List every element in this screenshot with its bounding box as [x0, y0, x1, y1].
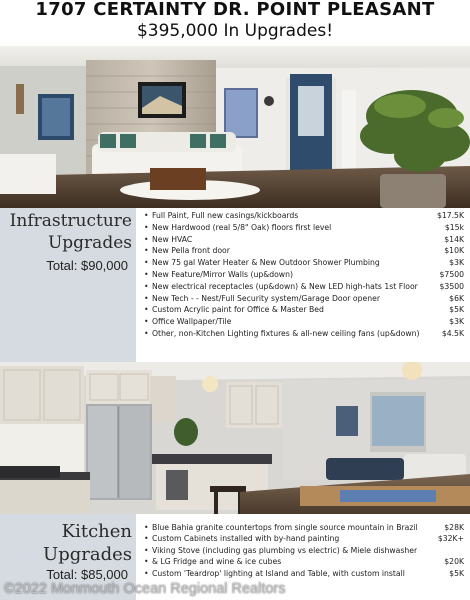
bullet-icon: •	[144, 222, 149, 232]
upgrade-item-amount: $14K	[444, 234, 464, 244]
infrastructure-item-list	[136, 208, 470, 362]
upgrade-item	[144, 269, 464, 281]
upgrade-item-amount: $7500	[439, 269, 464, 279]
upgrade-item-amount: $20K	[444, 557, 464, 567]
upgrade-item	[144, 545, 464, 556]
upgrade-item	[144, 234, 464, 246]
upgrade-item-amount: $4.5K	[441, 328, 464, 338]
upgrade-item-text: New Hardwood (real 5/8" Oak) floors first level	[152, 222, 332, 232]
bullet-icon: •	[144, 293, 149, 303]
bullet-icon: •	[144, 317, 149, 327]
upgrade-item	[144, 210, 464, 222]
kitchen-title-line1: Kitchen	[61, 521, 132, 542]
upgrade-item	[144, 293, 464, 305]
bullet-icon: •	[144, 246, 149, 256]
bullet-icon: •	[144, 269, 149, 279]
upgrade-item-amount: $5K	[449, 305, 464, 315]
kitchen-total: Total: $85,000	[46, 567, 128, 582]
upgrade-item	[144, 222, 464, 234]
upgrade-item	[144, 328, 464, 340]
upgrade-item	[144, 568, 464, 579]
upgrade-item-text: Blue Bahia granite countertops from single source mountain in Brazil	[152, 523, 418, 532]
upgrade-item-text: Custom Cabinets installed with by-hand painting	[152, 534, 340, 544]
bullet-icon: •	[144, 258, 149, 268]
upgrade-item-text: New HVAC	[152, 234, 193, 244]
upgrade-item-amount: $15k	[444, 222, 464, 232]
upgrade-item-text: Other, non-Kitchen Lighting fixtures & all-new ceiling fans (up&down)	[152, 328, 420, 338]
upgrade-item-amount: $3500	[439, 281, 464, 291]
infrastructure-total: Total: $90,000	[46, 258, 128, 273]
upgrade-item	[144, 257, 464, 269]
bullet-icon: •	[144, 234, 149, 244]
kitchen-title-line2: Upgrades	[43, 544, 132, 565]
upgrade-item-text: New electrical receptacles (up&down) & New LED high-hats 1st Floor	[152, 281, 418, 291]
upgrade-item-text: & LG Fridge and wine & ice cubes	[152, 557, 282, 567]
bullet-icon: •	[144, 281, 149, 291]
upgrade-item-text: Office Wallpaper/Tile	[152, 317, 232, 327]
upgrade-item	[144, 281, 464, 293]
flyer-header	[0, 0, 470, 46]
upgrade-item-text: New Feature/Mirror Walls (up&down)	[152, 269, 293, 279]
upgrade-item	[144, 533, 464, 544]
upgrade-item-amount: $10K	[444, 246, 464, 256]
upgrade-item-amount: $5K	[449, 568, 464, 578]
property-address: 1707 CERTAINTY DR. POINT PLEASANT	[35, 0, 435, 20]
kitchen-items	[136, 514, 470, 579]
upgrade-item-text: Custom 'Teardrop' lighting at Island and Table, with custom install	[152, 568, 405, 578]
living-room-photo	[0, 46, 470, 208]
bullet-icon: •	[144, 545, 149, 555]
infrastructure-summary	[0, 208, 136, 362]
bullet-icon: •	[144, 328, 149, 338]
upgrade-item-text: Custom Acrylic paint for Office & Master Bed	[152, 305, 324, 315]
bullet-icon: •	[144, 211, 149, 220]
upgrade-item	[144, 316, 464, 328]
upgrade-item-amount: $3K	[449, 317, 464, 327]
upgrade-item-amount: $3K	[449, 258, 464, 268]
upgrade-item-text: Full Paint, Full new casings/kickboards	[152, 211, 299, 220]
upgrade-item-amount: $17.5K	[436, 211, 464, 220]
upgrade-item	[144, 522, 464, 533]
upgrade-item-amount: $32K+	[437, 534, 464, 544]
bullet-icon: •	[144, 523, 149, 532]
upgrade-item-text: Viking Stove (including gas plumbing vs electric) & Miele dishwasher	[152, 545, 418, 555]
upgrade-item-amount: $6K	[449, 293, 464, 303]
copyright-watermark: ©2022 Monmouth Ocean Regional Realtors	[4, 581, 286, 597]
bullet-icon: •	[144, 557, 149, 567]
bullet-icon: •	[144, 534, 149, 544]
upgrade-item	[144, 304, 464, 316]
upgrade-item-text: New 75 gal Water Heater & New Outdoor Shower Plumbing	[152, 258, 380, 268]
kitchen-photo	[0, 362, 470, 514]
bullet-icon: •	[144, 568, 149, 578]
upgrade-item-text: New Tech - - Nest/Full Security system/Garage Door opener	[152, 293, 380, 303]
infrastructure-title-line1: Infrastructure	[9, 211, 132, 231]
upgrade-item-text: New Pella front door	[152, 246, 230, 256]
upgrade-item	[144, 245, 464, 257]
infrastructure-items	[136, 208, 470, 340]
upgrade-item	[144, 556, 464, 567]
upgrades-total-headline: $395,000 In Upgrades!	[136, 21, 334, 41]
upgrade-item-amount: $28K	[444, 523, 464, 532]
infrastructure-title-line2: Upgrades	[47, 233, 132, 253]
bullet-icon: •	[144, 305, 149, 315]
